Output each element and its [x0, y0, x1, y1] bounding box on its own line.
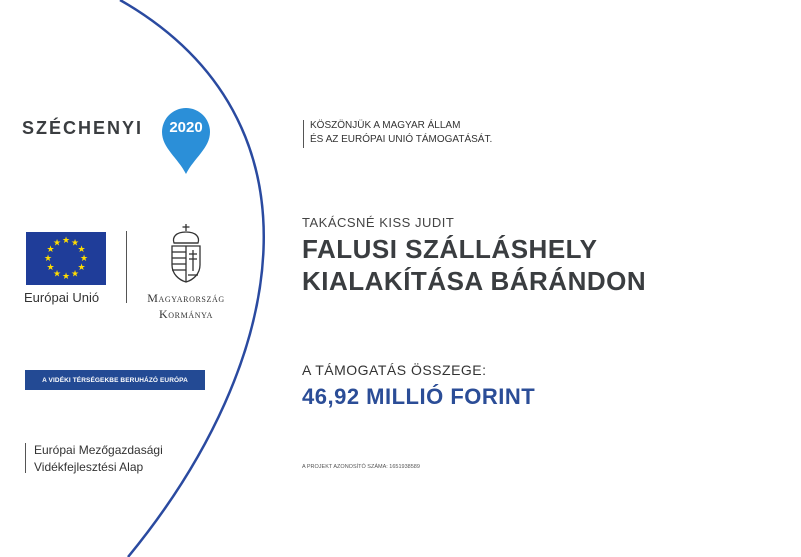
project-title-line1: FALUSI SZÁLLÁSHELY — [302, 234, 598, 264]
government-label-line2: Kormánya — [159, 307, 213, 321]
thanks-line2: ÉS AZ EURÓPAI UNIÓ TÁMOGATÁSÁT. — [310, 134, 493, 145]
szechenyi-2020-logo — [22, 106, 222, 176]
fund-separator — [25, 443, 26, 473]
thanks-separator — [303, 120, 304, 148]
szechenyi-year: 2020 — [169, 119, 203, 136]
project-title — [302, 233, 646, 297]
svg-text:★: ★ — [79, 254, 89, 264]
svg-text:★: ★ — [46, 263, 55, 273]
svg-text:★: ★ — [46, 245, 55, 255]
svg-text:★: ★ — [77, 245, 86, 255]
svg-text:★: ★ — [61, 236, 71, 246]
rural-europe-band: A VIDÉKI TÉRSÉGEKBE BERUHÁZÓ EURÓPA — [25, 370, 205, 390]
svg-text:★: ★ — [43, 254, 53, 264]
fund-label-line2: Vidékfejlesztési Alap — [34, 460, 144, 474]
support-label: A TÁMOGATÁS ÖSSZEGE: — [302, 362, 487, 378]
svg-text:★: ★ — [52, 269, 62, 280]
eu-flag-icon — [26, 232, 106, 285]
project-id: A PROJEKT AZONOSÍTÓ SZÁMA: 1651938589 — [302, 464, 420, 470]
government-label-line1: Magyarország — [147, 291, 225, 305]
svg-text:★: ★ — [70, 238, 80, 249]
logo-separator — [126, 231, 127, 303]
beneficiary-name: TAKÁCSNÉ KISS JUDIT — [302, 215, 455, 230]
government-label — [136, 290, 236, 322]
svg-text:★: ★ — [70, 269, 80, 280]
eu-stars-icon — [26, 232, 106, 285]
eu-label: Európai Unió — [24, 290, 100, 305]
svg-text:★: ★ — [61, 272, 71, 282]
szechenyi-word: SZÉCHENYI — [22, 118, 144, 138]
hungarian-coat-of-arms-icon — [166, 223, 206, 285]
project-title-line2: KIALAKÍTÁSA BÁRÁNDON — [302, 266, 647, 296]
svg-text:★: ★ — [52, 238, 62, 249]
map-pin-icon — [160, 106, 212, 176]
fund-label — [34, 442, 163, 476]
thanks-text — [310, 119, 492, 147]
svg-text:★: ★ — [77, 263, 86, 273]
support-amount: 46,92 MILLIÓ FORINT — [302, 384, 536, 409]
fund-label-line1: Európai Mezőgazdasági — [34, 443, 163, 457]
thanks-line1: KÖSZÖNJÜK A MAGYAR ÁLLAM — [310, 120, 461, 131]
